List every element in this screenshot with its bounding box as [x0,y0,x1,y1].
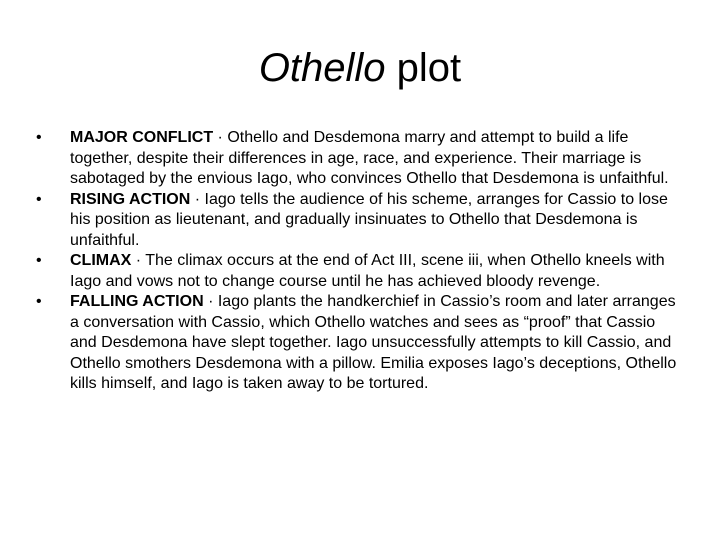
bullet-icon: • [36,252,42,269]
bullet-text: · Iago plants the handkerchief in Cassio’s room and later arranges a conversation with Cassio, which Othello watches and sees as “proof” that Cassio and Desdemona have slept together. Iago unsuccessfully attempts to kill Cassio, and Othello smothers Desdemona with a pillow. Emilia exposes Iago’s deceptions, Othello kills himself, and Iago is taken away to be tortured. [70,293,677,392]
bullet-icon: • [36,293,42,310]
bullet-text: · The climax occurs at the end of Act III, scene iii, when Othello kneels with Iago and vows not to change course until he has achieved bloody revenge. [70,252,665,290]
bullet-text: · Othello and Desdemona marry and attempt to build a life together, despite their differences in age, race, and experience. Their marriage is sabotaged by the envious Iago, who convinces Othello that Desdemona is unfaithful. [70,129,669,187]
bullet-list [36,128,686,395]
bullet-label: FALLING ACTION [70,293,204,310]
bullet-icon: • [36,129,42,146]
title-italic: Othello [258,46,386,90]
bullet-label: MAJOR CONFLICT [70,129,214,146]
bullet-falling-action [36,292,686,395]
bullet-rising-action [36,190,686,252]
bullet-climax [36,251,686,292]
slide-title [0,42,720,94]
bullet-label: RISING ACTION [70,190,191,208]
bullet-major-conflict [36,128,686,190]
bullet-label: CLIMAX [70,252,132,269]
bullet-icon: • [36,190,42,208]
bullet-text: · Iago tells the audience of his scheme, arranges for Cassio to lose his position as lieutenant, and gradually insinuates to Othello that Desdemona is unfaithful. [70,190,668,249]
title-rest: plot [385,46,462,90]
